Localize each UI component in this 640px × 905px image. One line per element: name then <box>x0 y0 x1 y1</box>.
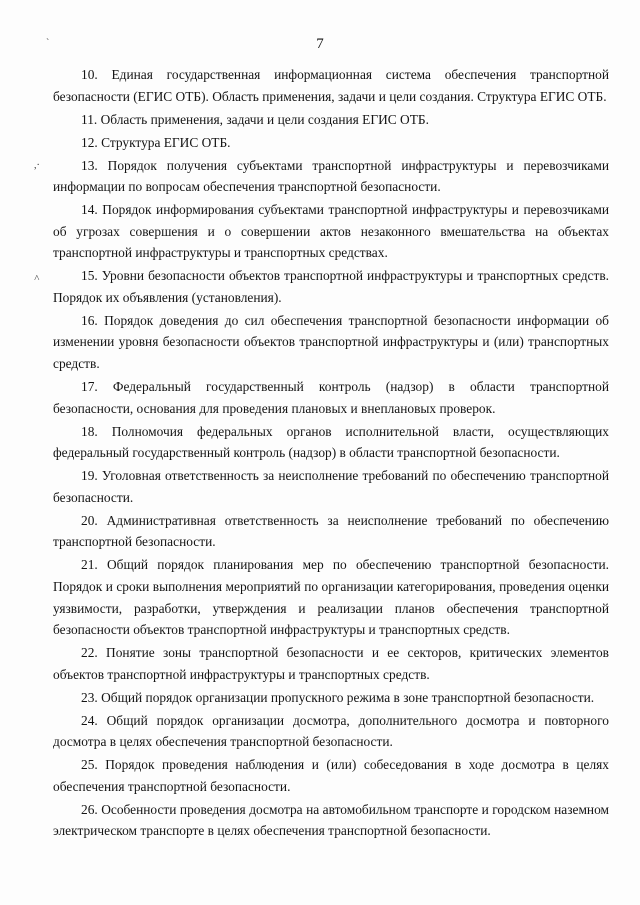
paragraph-20: 20. Административная ответственность за неисполнение требований по обеспечению транспортной безопасности. <box>53 512 609 550</box>
page-number: 7 <box>316 36 324 52</box>
margin-mark: ,· <box>34 160 40 171</box>
margin-mark: ˄ <box>34 273 40 284</box>
paragraph-22: 22. Понятие зоны транспортной безопасности и ее секторов, критических элементов объектов транспортной инфраструктуры и транспортных средств. <box>53 645 609 682</box>
paragraph-10: 10. Единая государственная информационная система обеспечения транспортной безопасности (ЕГИС ОТБ). Область применения, задачи и цели создания. Структура ЕГИС ОТБ. <box>53 67 609 104</box>
paragraph-16: 16. Порядок доведения до сил обеспечения транспортной безопасности информации об изменении уровня безопасности объектов транспортной инфраструктуры и (или) транспортных средств. <box>53 312 609 372</box>
paragraph-18: 18. Полномочия федеральных органов исполнительной власти, осуществляющих федеральный государственный контроль (надзор) в области транспортной безопасности. <box>53 423 609 461</box>
paragraph-25: 25. Порядок проведения наблюдения и (или) собеседования в ходе досмотра в целях обеспечения транспортной безопасности. <box>53 757 609 794</box>
paragraph-12: 12. Структура ЕГИС ОТБ. <box>81 134 231 150</box>
margin-mark: ` <box>46 38 50 49</box>
document-body <box>53 64 609 843</box>
paragraph-21: 21. Общий порядок планирования мер по обеспечению транспортной безопасности. Порядок и сроки выполнения мероприятий по организации категорирования, проведения оценки уязвимости, разработки, утверждения и реализации планов обеспечения транспортной безопасности объектов транспортной инфраструктуры и транспортных средств. <box>53 557 609 638</box>
paragraph-23: 23. Общий порядок организации пропускного режима в зоне транспортной безопасности. <box>81 689 595 705</box>
paragraph-13: 13. Порядок получения субъектами транспортной инфраструктуры и перевозчиками информации по вопросам обеспечения транспортной безопасности. <box>53 157 609 195</box>
paragraph-26: 26. Особенности проведения досмотра на автомобильном транспорте и городском наземном электрическом транспорте в целях обеспечения транспортной безопасности. <box>53 801 609 839</box>
paragraph-11: 11. Область применения, задачи и цели создания ЕГИС ОТБ. <box>81 111 429 127</box>
paragraph-14: 14. Порядок информирования субъектами транспортной инфраструктуры и перевозчиками об угрозах совершения и о совершении актов незаконного вмешательства на объектах транспортной инфраструктуры и транспортных средствах. <box>53 202 609 261</box>
paragraph-19: 19. Уголовная ответственность за неисполнение требований по обеспечению транспортной безопасности. <box>53 468 609 505</box>
paragraph-17: 17. Федеральный государственный контроль (надзор) в области транспортной безопасности, основания для проведения плановых и внеплановых проверок. <box>53 379 609 416</box>
paragraph-24: 24. Общий порядок организации досмотра, дополнительного досмотра и повторного досмотра в целях обеспечения транспортной безопасности. <box>53 712 609 750</box>
paragraph-15: 15. Уровни безопасности объектов транспортной инфраструктуры и транспортных средств. Порядок их объявления (установления). <box>53 268 609 305</box>
